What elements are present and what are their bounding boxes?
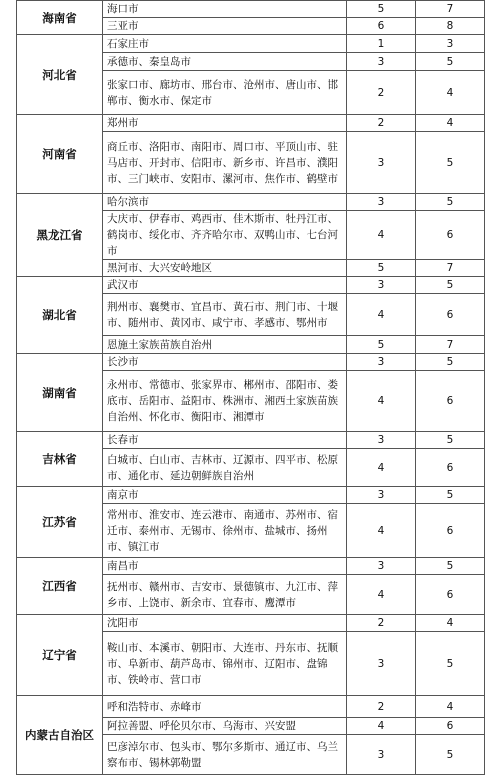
value-b-cell: 6: [416, 294, 485, 336]
cities-cell: 承德市、秦皇岛市: [103, 53, 347, 71]
value-b-cell: 6: [416, 504, 485, 558]
table-row: [17, 354, 485, 371]
value-b-cell: 7: [416, 336, 485, 354]
value-a-cell: 2: [347, 115, 416, 132]
value-a-cell: 3: [347, 132, 416, 194]
value-a-cell: 4: [347, 294, 416, 336]
cities-cell: 鞍山市、本溪市、朝阳市、大连市、丹东市、抚顺市、阜新市、葫芦岛市、锦州市、辽阳市、盘锦市、铁岭市、营口市: [103, 632, 347, 696]
value-a-cell: 3: [347, 277, 416, 294]
cities-cell: 大庆市、伊春市、鸡西市、佳木斯市、牡丹江市、鹤岗市、绥化市、齐齐哈尔市、双鸭山市、七台河市: [103, 211, 347, 260]
cities-cell: 张家口市、廊坊市、邢台市、沧州市、唐山市、邯郸市、衡水市、保定市: [103, 71, 347, 115]
value-b-cell: 5: [416, 735, 485, 775]
cities-cell: 长沙市: [103, 354, 347, 371]
cities-cell: 常州市、淮安市、连云港市、南通市、苏州市、宿迁市、泰州市、无锡市、徐州市、盐城市、扬州市、镇江市: [103, 504, 347, 558]
value-b-cell: 5: [416, 53, 485, 71]
province-cell: 湖北省: [17, 277, 103, 354]
value-b-cell: 4: [416, 615, 485, 632]
value-a-cell: 4: [347, 449, 416, 487]
cities-cell: 荆州市、襄樊市、宜昌市、黄石市、荆门市、十堰市、随州市、黄冈市、咸宁市、孝感市、鄂州市: [103, 294, 347, 336]
province-cell: 江西省: [17, 558, 103, 615]
value-b-cell: 5: [416, 277, 485, 294]
value-b-cell: 3: [416, 35, 485, 53]
value-a-cell: 3: [347, 194, 416, 211]
cities-cell: 郑州市: [103, 115, 347, 132]
province-cell: 江苏省: [17, 487, 103, 558]
table-row: [17, 277, 485, 294]
cities-cell: 武汉市: [103, 277, 347, 294]
table-row: [17, 115, 485, 132]
value-a-cell: 3: [347, 432, 416, 449]
value-b-cell: 5: [416, 132, 485, 194]
cities-cell: 三亚市: [103, 18, 347, 35]
value-b-cell: 5: [416, 194, 485, 211]
value-a-cell: 2: [347, 71, 416, 115]
cities-cell: 海口市: [103, 1, 347, 18]
value-b-cell: 4: [416, 115, 485, 132]
value-a-cell: 4: [347, 504, 416, 558]
cities-cell: 哈尔滨市: [103, 194, 347, 211]
value-a-cell: 4: [347, 718, 416, 735]
value-a-cell: 6: [347, 18, 416, 35]
province-cell: 吉林省: [17, 432, 103, 487]
value-a-cell: 4: [347, 371, 416, 432]
province-cell: 内蒙古自治区: [17, 696, 103, 775]
value-b-cell: 7: [416, 1, 485, 18]
value-a-cell: 4: [347, 575, 416, 615]
cities-cell: 恩施土家族苗族自治州: [103, 336, 347, 354]
province-cell: 辽宁省: [17, 615, 103, 696]
table-row: [17, 35, 485, 53]
value-b-cell: 4: [416, 696, 485, 718]
value-b-cell: 6: [416, 718, 485, 735]
cities-cell: 黑河市、大兴安岭地区: [103, 260, 347, 277]
value-b-cell: 5: [416, 354, 485, 371]
cities-cell: 石家庄市: [103, 35, 347, 53]
table-row: [17, 1, 485, 18]
value-b-cell: 5: [416, 487, 485, 504]
province-cell: 河北省: [17, 35, 103, 115]
value-a-cell: 2: [347, 696, 416, 718]
value-a-cell: 5: [347, 260, 416, 277]
cities-cell: 巴彦淖尔市、包头市、鄂尔多斯市、通辽市、乌兰察布市、锡林郭勒盟: [103, 735, 347, 775]
value-a-cell: 3: [347, 735, 416, 775]
cities-cell: 永州市、常德市、张家界市、郴州市、邵阳市、娄底市、岳阳市、益阳市、株洲市、湘西土家族苗族自治州、怀化市、衡阳市、湘潭市: [103, 371, 347, 432]
value-a-cell: 3: [347, 53, 416, 71]
province-cell: 湖南省: [17, 354, 103, 432]
value-a-cell: 5: [347, 336, 416, 354]
value-a-cell: 3: [347, 354, 416, 371]
table-row: [17, 696, 485, 718]
value-a-cell: 4: [347, 211, 416, 260]
value-b-cell: 6: [416, 211, 485, 260]
value-b-cell: 5: [416, 558, 485, 575]
value-a-cell: 3: [347, 558, 416, 575]
value-a-cell: 3: [347, 487, 416, 504]
cities-cell: 阿拉善盟、呼伦贝尔市、乌海市、兴安盟: [103, 718, 347, 735]
cities-cell: 商丘市、洛阳市、南阳市、周口市、平顶山市、驻马店市、开封市、信阳市、新乡市、许昌市、濮阳市、三门峡市、安阳市、漯河市、焦作市、鹤壁市: [103, 132, 347, 194]
value-a-cell: 2: [347, 615, 416, 632]
value-b-cell: 6: [416, 449, 485, 487]
cities-cell: 南京市: [103, 487, 347, 504]
province-cell: 河南省: [17, 115, 103, 194]
table-row: [17, 432, 485, 449]
value-b-cell: 6: [416, 371, 485, 432]
value-b-cell: 7: [416, 260, 485, 277]
cities-cell: 南昌市: [103, 558, 347, 575]
value-a-cell: 1: [347, 35, 416, 53]
value-b-cell: 5: [416, 432, 485, 449]
value-b-cell: 5: [416, 632, 485, 696]
value-b-cell: 8: [416, 18, 485, 35]
value-a-cell: 5: [347, 1, 416, 18]
cities-cell: 沈阳市: [103, 615, 347, 632]
city-category-table: [16, 0, 485, 775]
cities-cell: 白城市、白山市、吉林市、辽源市、四平市、松原市、通化市、延边朝鲜族自治州: [103, 449, 347, 487]
cities-cell: 抚州市、赣州市、吉安市、景德镇市、九江市、萍乡市、上饶市、新余市、宜春市、鹰潭市: [103, 575, 347, 615]
table-row: [17, 615, 485, 632]
table-row: [17, 487, 485, 504]
province-cell: 海南省: [17, 1, 103, 35]
value-a-cell: 3: [347, 632, 416, 696]
province-cell: 黑龙江省: [17, 194, 103, 277]
value-b-cell: 4: [416, 71, 485, 115]
table-row: [17, 194, 485, 211]
value-b-cell: 6: [416, 575, 485, 615]
cities-cell: 呼和浩特市、赤峰市: [103, 696, 347, 718]
cities-cell: 长春市: [103, 432, 347, 449]
table-row: [17, 558, 485, 575]
